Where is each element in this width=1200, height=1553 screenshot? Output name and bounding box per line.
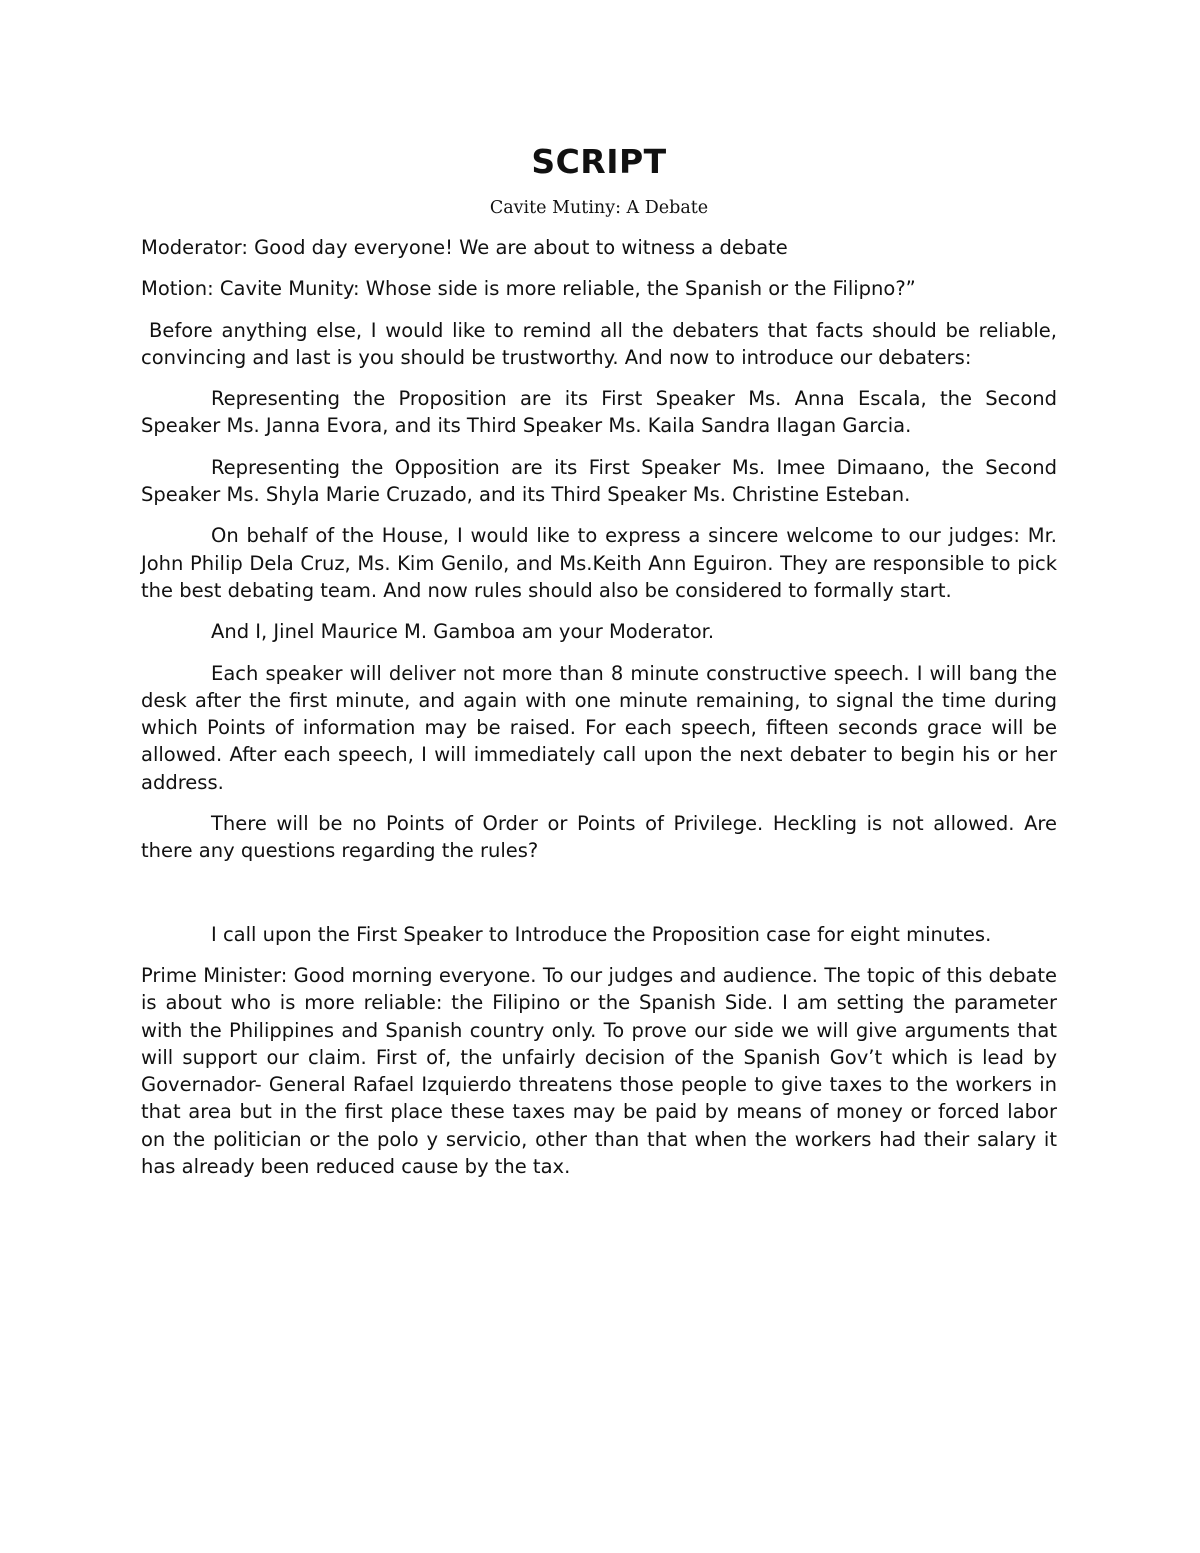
paragraph-no-points: There will be no Points of Order or Points of Privilege. Heckling is not allowed. Are there any questions regarding the rules? [141, 812, 1057, 863]
paragraph-proposition-team: Representing the Proposition are its First Speaker Ms. Anna Escala, the Second Speaker Ms. Janna Evora, and its Third Speaker Ms. Kaila Sandra Ilagan Garcia. [141, 387, 1057, 438]
document-title: SCRIPT [531, 142, 667, 181]
paragraph-moderator-intro: And I, Jinel Maurice M. Gamboa am your Moderator. [211, 620, 715, 644]
paragraph-call-first-speaker: I call upon the First Speaker to Introduce the Proposition case for eight minutes. [211, 922, 992, 946]
paragraph-opposition-team: Representing the Opposition are its First Speaker Ms. Imee Dimaano, the Second Speaker Ms. Shyla Marie Cruzado, and its Third Speaker Ms. Christine Esteban. [141, 455, 1057, 507]
paragraph-rules: Each speaker will deliver not more than 8 minute constructive speech. I will bang the desk after the first minute, and again with one minute remaining, to signal the time during which Points of information may be raised. For each speech, fifteen seconds grace will be allowed. After each speech, I will immediately call upon the next debater to begin his or her address. [141, 661, 1057, 794]
paragraph-judges: On behalf of the House, I would like to express a sincere welcome to our judges: Mr. John Philip Dela Cruz, Ms. Kim Genilo, and Ms.Keith Ann Eguiron. They are responsible to pick the best debating team. And now rules should also be considered to formally start. [141, 524, 1057, 602]
paragraph-motion: Motion: Cavite Munity: Whose side is more reliable, the Spanish or the Filipno?” [141, 277, 916, 301]
paragraph-moderator-greeting: Moderator: Good day everyone! We are about to witness a debate [141, 236, 788, 259]
paragraph-prime-minister: Prime Minister: Good morning everyone. To our judges and audience. The topic of this debate is about who is more reliable: the Filipino or the Spanish Side. I am setting the parameter with the Philippines and Spanish country only. To prove our side we will give arguments that will support our claim. First of, the unfairly decision of the Spanish Gov’t which is lead by Governador- General Rafael Izquierdo threatens those people to give taxes to the workers in that area but in the first place these taxes may be paid by means of money or forced labor on the politician or the polo y servicio, other than that when the workers had their salary it has already been reduced cause by the tax. [141, 963, 1057, 1179]
document-body [141, 140, 1057, 1194]
document-subtitle: Cavite Mutiny: A Debate [489, 198, 709, 218]
blank-line [141, 879, 1057, 921]
paragraph-reminder: Before anything else, I would like to remind all the debaters that facts should be reliable, convincing and last is you should be trustworthy. And now to introduce our debaters: [141, 318, 1057, 369]
